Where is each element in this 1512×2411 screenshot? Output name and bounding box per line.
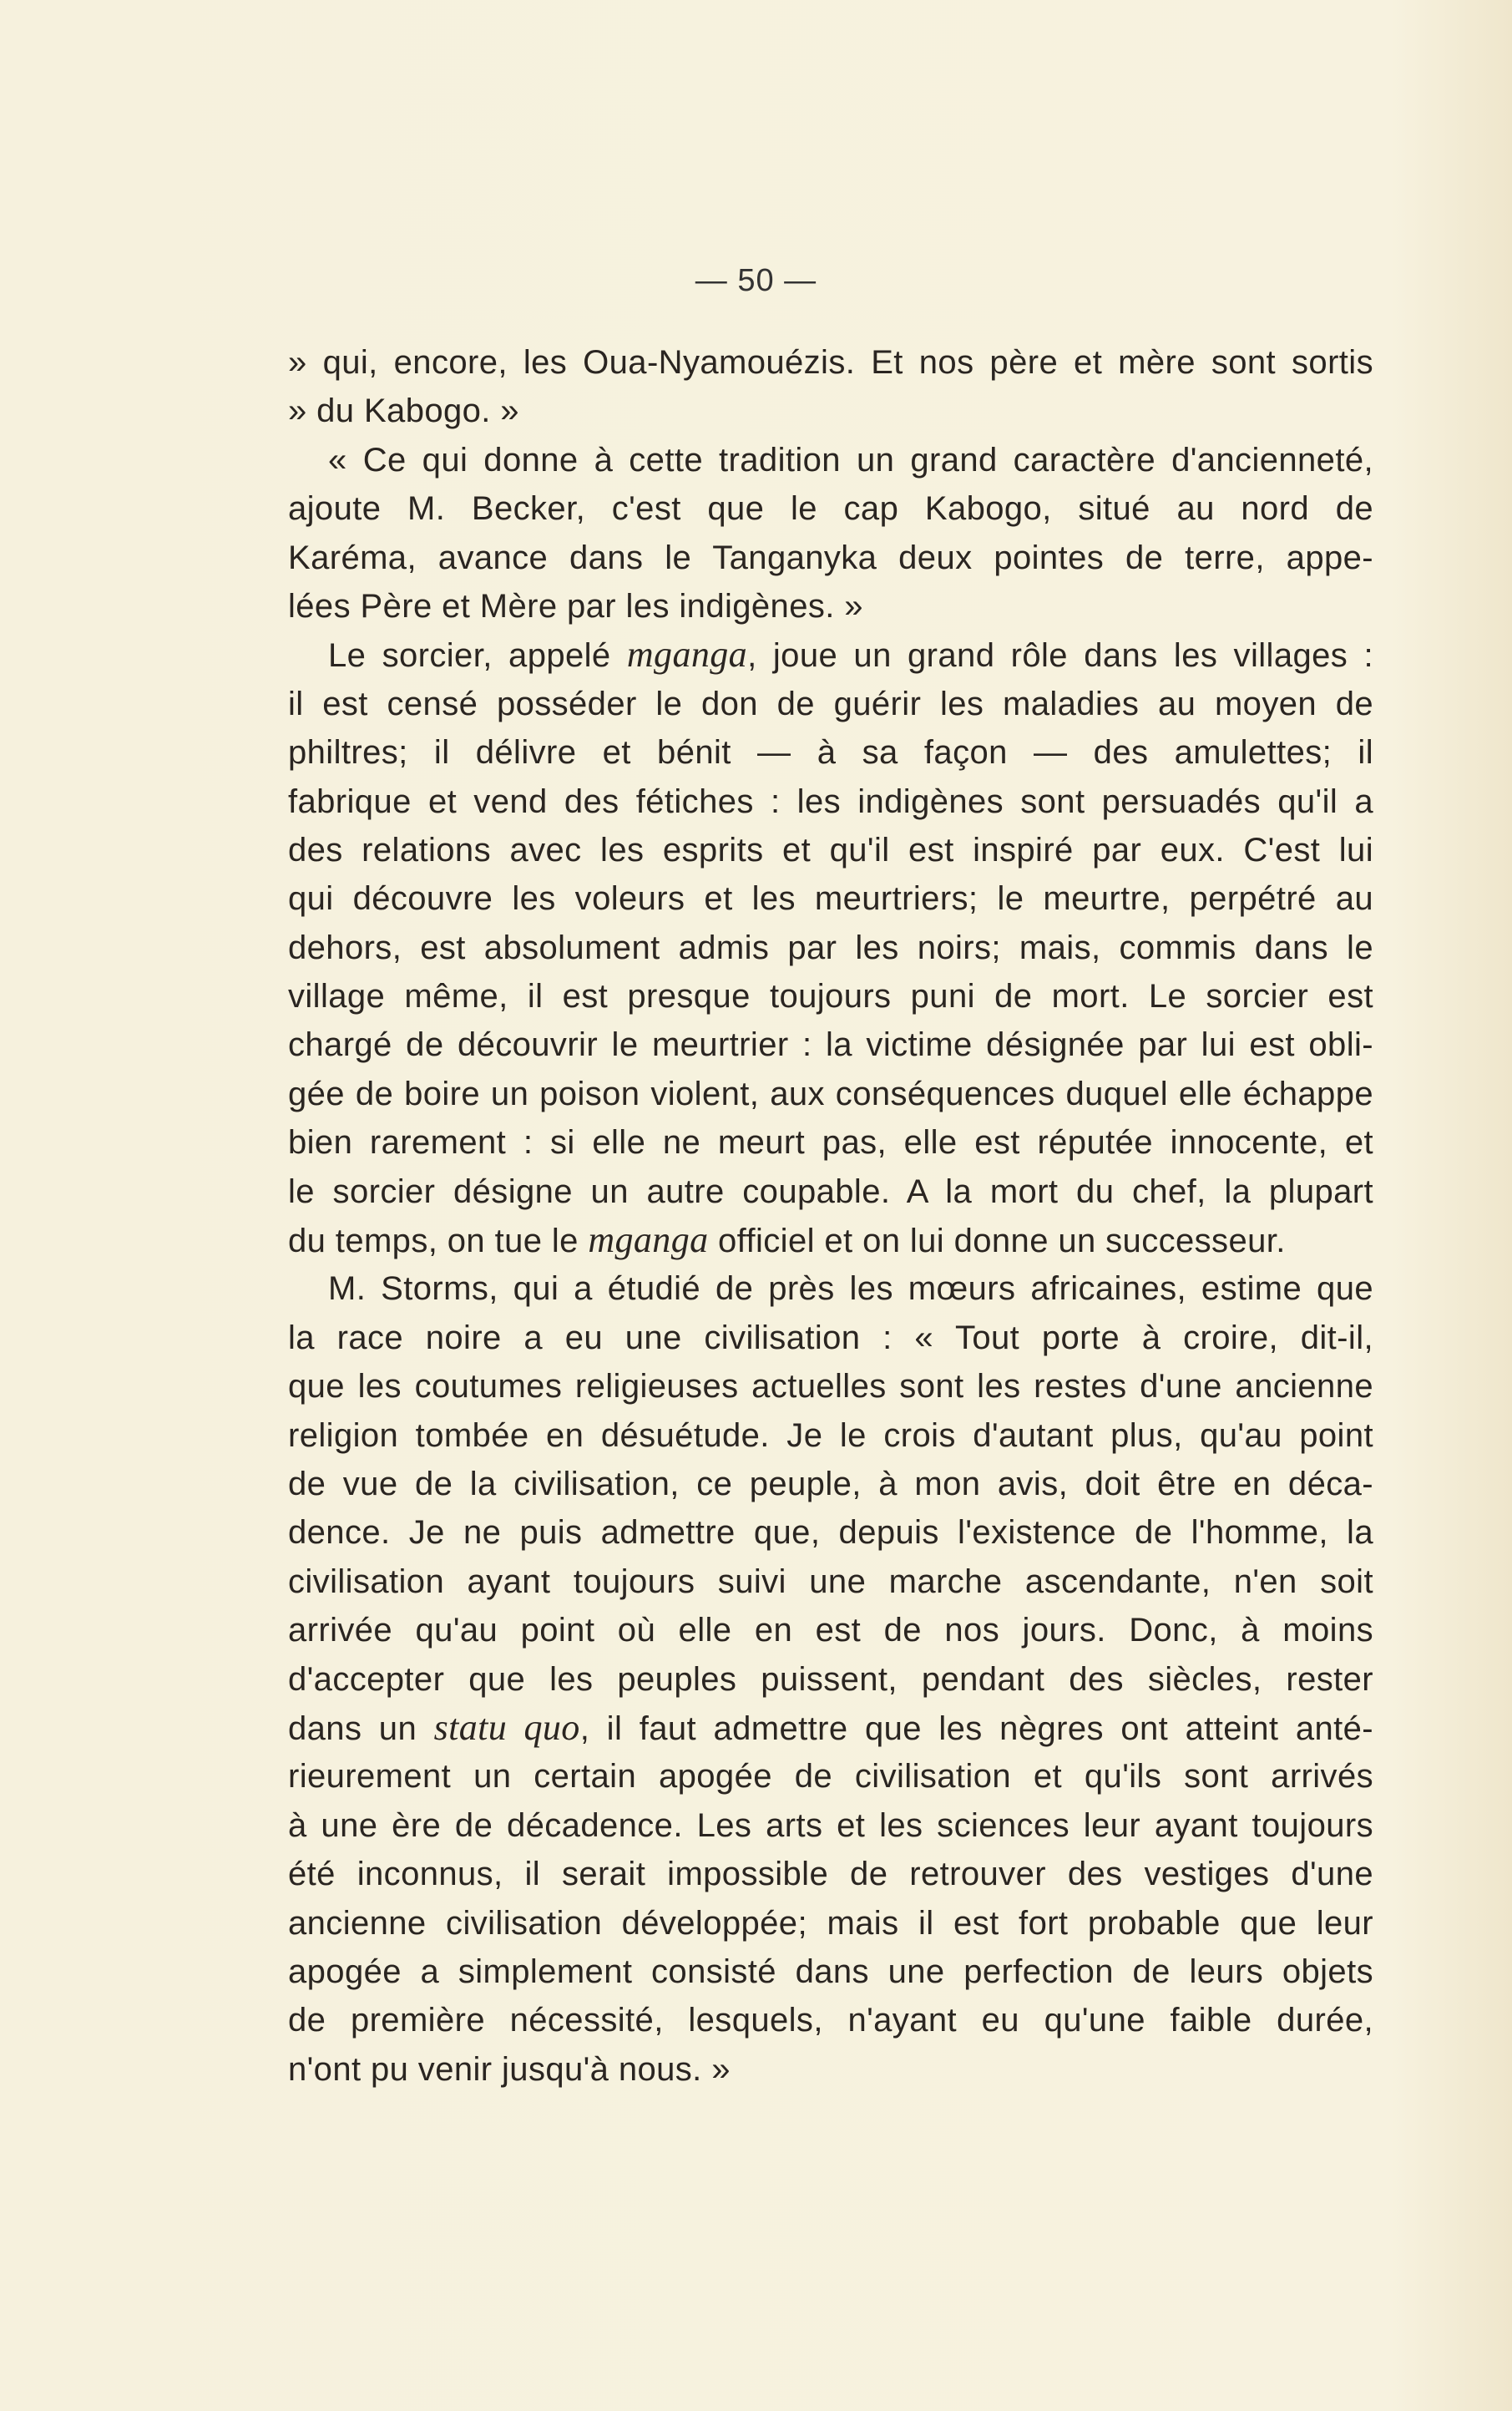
text-line: [288, 631, 1373, 679]
text-segment: officiel et on lui donne un successeur.: [708, 1223, 1286, 1260]
text-line: qui découvre les voleurs et les meurtriers; le meurtre, perpétré au: [288, 880, 1373, 918]
text-line: de vue de la civilisation, ce peuple, à mon avis, doit être en déca-: [288, 1465, 1373, 1502]
text-segment: dans un: [288, 1709, 434, 1747]
text-line: été inconnus, il serait impossible de retrouver des vestiges d'une: [288, 1856, 1373, 1893]
page-number: — 50 —: [695, 263, 817, 298]
text-line: civilisation ayant toujours suivi une marche ascendante, n'en soit: [288, 1563, 1373, 1600]
text-line: fabrique et vend des fétiches : les indigènes sont persuadés qu'il a: [288, 783, 1373, 820]
italic-term: mganga: [626, 634, 748, 676]
text-line: gée de boire un poison violent, aux conséquences duquel elle échappe: [288, 1075, 1373, 1112]
text-line: [288, 1704, 1373, 1752]
text-line: de première nécessité, lesquels, n'ayant eu qu'une faible durée,: [288, 2002, 1373, 2039]
italic-term: statu quo: [433, 1706, 580, 1748]
text-line: rieurement un certain apogée de civilisation et qu'ils sont arrivés: [288, 1758, 1373, 1796]
text-line: dence. Je ne puis admettre que, depuis l'existence de l'homme, la: [288, 1514, 1373, 1552]
text-line: arrivée qu'au point où elle en est de nos jours. Donc, à moins: [288, 1612, 1373, 1649]
text-line: religion tombée en désuétude. Je le crois d'autant plus, qu'au point: [288, 1416, 1373, 1454]
text-segment: Le sorcier, appelé: [328, 637, 627, 675]
text-line: il est censé posséder le don de guérir les maladies au moyen de: [288, 685, 1373, 722]
paragraph: [288, 338, 1373, 436]
text-line: « Ce qui donne à cette tradition un grand caractère d'ancienneté,: [328, 441, 1373, 479]
text-line: [288, 1216, 1373, 1264]
text-line: à une ère de décadence. Les arts et les sciences leur ayant toujours: [288, 1806, 1373, 1844]
text-line: la race noire a eu une civilisation : « Tout porte à croire, dit-il,: [288, 1319, 1373, 1356]
text-line: des relations avec les esprits et qu'il est inspiré par eux. C'est lui: [288, 831, 1373, 869]
paragraph: [288, 436, 1373, 631]
text-line: dehors, est absolument admis par les noirs; mais, commis dans le: [288, 929, 1373, 966]
text-line: Karéma, avance dans le Tanganyka deux pointes de terre, appe-: [288, 539, 1373, 576]
text-segment: , joue un grand rôle dans les villages :: [747, 637, 1373, 675]
paragraph: [288, 631, 1373, 1264]
text-line: » qui, encore, les Oua-Nyamouézis. Et nos père et mère sont sortis: [288, 344, 1373, 381]
text-line: apogée a simplement consisté dans une perfection de leurs objets: [288, 1953, 1373, 1990]
text-line: philtres; il délivre et bénit — à sa façon — des amulettes; il: [288, 734, 1373, 772]
text-line: chargé de découvrir le meurtrier : la victime désignée par lui est obli-: [288, 1026, 1373, 1064]
text-line: ancienne civilisation développée; mais il est fort probable que leur: [288, 1904, 1373, 1942]
text-line: que les coutumes religieuses actuelles sont les restes d'une ancienne: [288, 1368, 1373, 1406]
text-line: ajoute M. Becker, c'est que le cap Kabogo, situé au nord de: [288, 490, 1373, 528]
text-line: bien rarement : si elle ne meurt pas, elle est réputée innocente, et: [288, 1124, 1373, 1162]
italic-term: mganga: [588, 1219, 709, 1261]
text-line: » du Kabogo. »: [288, 393, 519, 430]
text-line: n'ont pu venir jusqu'à nous. »: [288, 2050, 731, 2088]
body-text: [288, 338, 1373, 2094]
text-line: d'accepter que les peuples puissent, pendant des siècles, rester: [288, 1660, 1373, 1698]
text-segment: , il faut admettre que les nègres ont atteint anté-: [579, 1709, 1373, 1747]
text-segment: du temps, on tue le: [288, 1223, 589, 1260]
text-line: lées Père et Mère par les indigènes. »: [288, 587, 863, 625]
text-line: le sorcier désigne un autre coupable. A la mort du chef, la plupart: [288, 1173, 1373, 1210]
paragraph: [288, 1264, 1373, 2094]
text-line: village même, il est presque toujours puni de mort. Le sorcier est: [288, 978, 1373, 1016]
text-line: M. Storms, qui a étudié de près les mœurs africaines, estime que: [328, 1270, 1373, 1308]
